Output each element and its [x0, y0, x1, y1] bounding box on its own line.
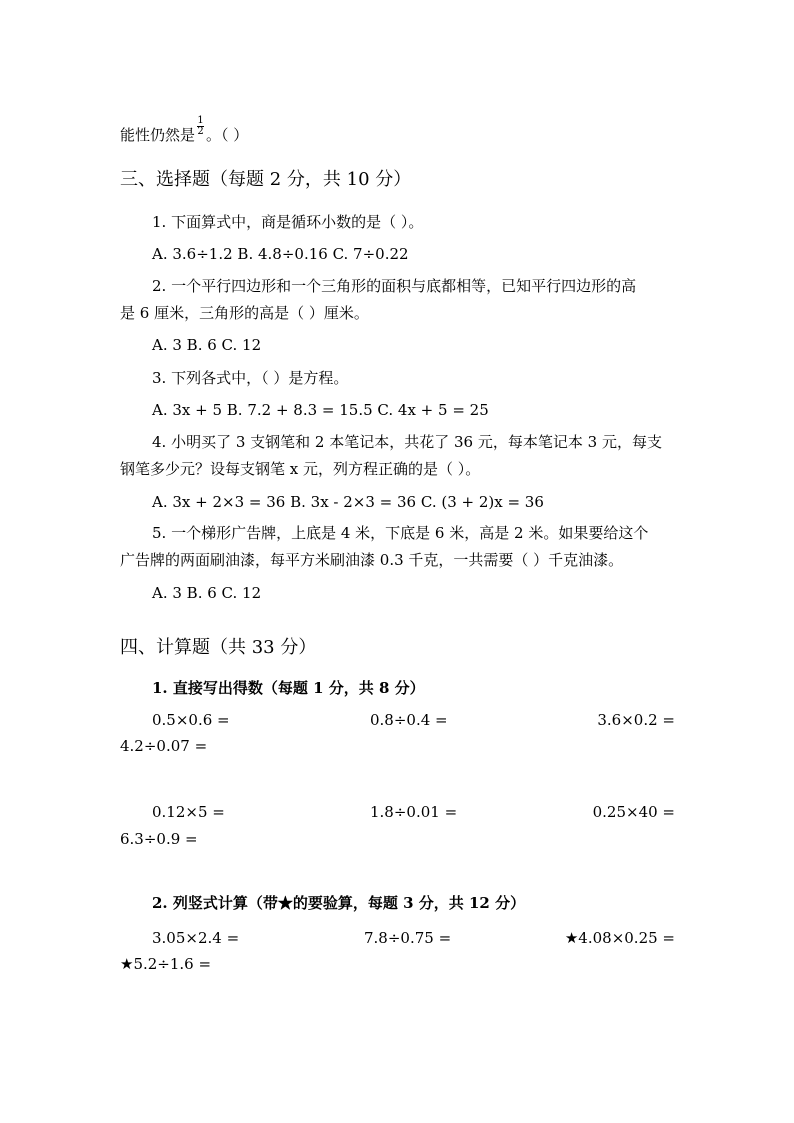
calc-item: 0.12×5 =: [152, 803, 225, 821]
question-1-options: A. 3.6÷1.2 B. 4.8÷0.16 C. 7÷0.22: [152, 245, 409, 263]
calc-item: 1.8÷0.01 =: [370, 803, 458, 821]
part2-row1-wrap: ★5.2÷1.6 =: [120, 955, 212, 973]
part1-row2: [152, 802, 675, 822]
fragment-prefix: 能性仍然是: [120, 126, 196, 144]
question-2-line1: 2. 一个平行四边形和一个三角形的面积与底都相等，已知平行四边形的高: [152, 277, 637, 295]
question-5-line2: 广告牌的两面刷油漆，每平方米刷油漆 0.3 千克，一共需要（ ）千克油漆。: [120, 551, 624, 569]
question-4-line1: 4. 小明买了 3 支钢笔和 2 本笔记本，共花了 36 元，每本笔记本 3 元，每支: [152, 433, 662, 451]
calc-item: 0.8÷0.4 =: [370, 711, 448, 729]
question-4-options: A. 3x + 2×3 = 36 B. 3x - 2×3 = 36 C. (3 + 2)x = 36: [152, 493, 544, 511]
fragment-suffix: 。（ ）: [206, 126, 249, 144]
question-2-line2: 是 6 厘米，三角形的高是（ ）厘米。: [120, 304, 369, 322]
part2-title: 2. 列竖式计算（带★的要验算，每题 3 分，共 12 分）: [152, 894, 526, 912]
question-1: 1. 下面算式中，商是循环小数的是（ ）。: [152, 213, 424, 231]
section3-title: 三、选择题（每题 2 分，共 10 分）: [120, 169, 412, 190]
part1-row1-wrap: 4.2÷0.07 =: [120, 737, 208, 755]
question-5-line1: 5. 一个梯形广告牌，上底是 4 米，下底是 6 米，高是 2 米。如果要给这个: [152, 524, 649, 542]
question-3-options: A. 3x + 5 B. 7.2 + 8.3 = 15.5 C. 4x + 5 = 25: [152, 401, 489, 419]
calc-item: 3.6×0.2 =: [597, 711, 675, 729]
part1-row1: [152, 710, 675, 730]
question-4-line2: 钢笔多少元？设每支钢笔 x 元，列方程正确的是（ ）。: [120, 460, 481, 478]
part1-row2-wrap: 6.3÷0.9 =: [120, 830, 198, 848]
fraction-one-half: $\frac{1}{2}$: [197, 115, 204, 137]
section4-title: 四、计算题（共 33 分）: [120, 637, 317, 658]
question-5-options: A. 3 B. 6 C. 12: [152, 584, 262, 602]
calc-item: ★4.08×0.25 =: [564, 929, 675, 947]
calc-item: 7.8÷0.75 =: [364, 929, 452, 947]
calc-item: 0.5×0.6 =: [152, 711, 230, 729]
part1-title: 1. 直接写出得数（每题 1 分，共 8 分）: [152, 679, 425, 697]
question-2-options: A. 3 B. 6 C. 12: [152, 336, 262, 354]
calc-item: 3.05×2.4 =: [152, 929, 240, 947]
part2-row1: [152, 928, 675, 948]
fragment-line: [120, 116, 248, 145]
calc-item: 0.25×40 =: [592, 803, 675, 821]
question-3: 3. 下列各式中，（ ）是方程。: [152, 369, 349, 387]
